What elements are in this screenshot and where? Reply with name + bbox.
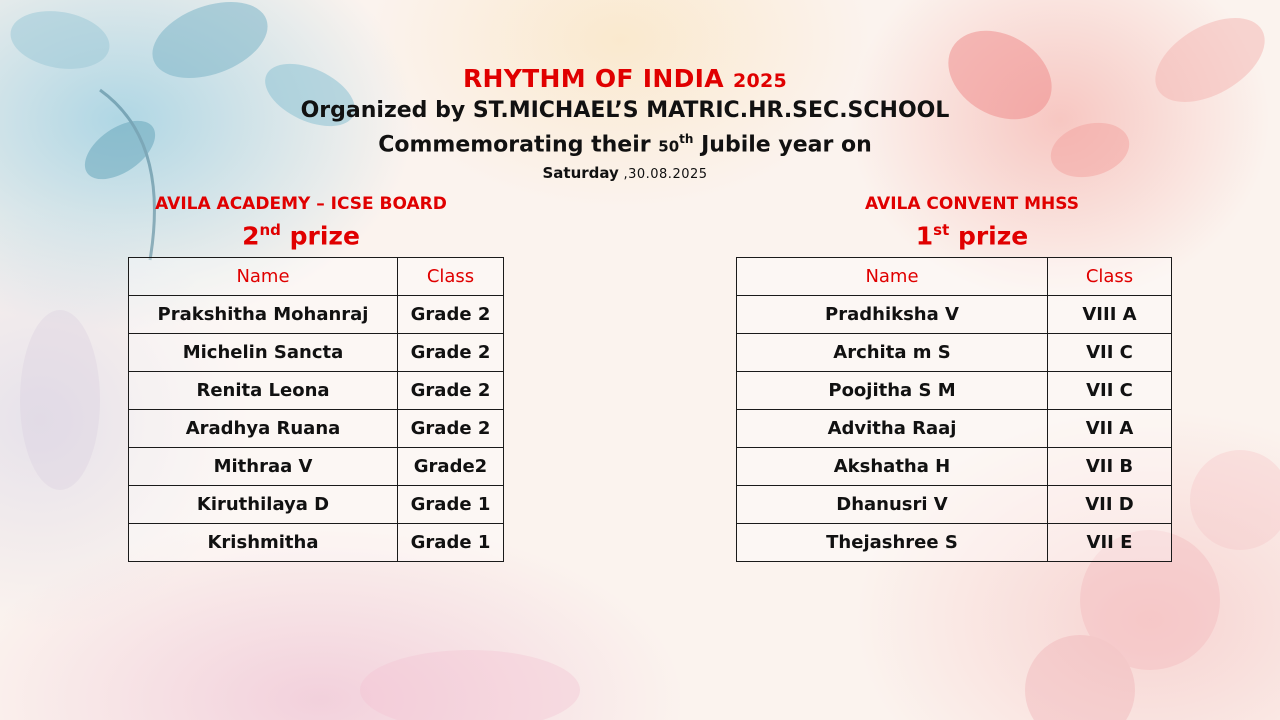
table-row [129, 410, 504, 448]
event-day: Saturday [542, 164, 619, 183]
commemoration-post: Jubile year on [693, 132, 872, 158]
table-row [129, 524, 504, 562]
right-results-table [736, 257, 1172, 562]
event-title [0, 64, 1250, 96]
student-name: Aradhya Ruana [129, 410, 398, 448]
table-row [129, 486, 504, 524]
student-class: Grade 1 [398, 524, 504, 562]
left-school-heading [128, 193, 474, 251]
student-class: VII C [1048, 334, 1172, 372]
left-school-name: AVILA ACADEMY – ICSE BOARD [155, 194, 447, 214]
jubilee-suffix: th [679, 132, 694, 146]
student-class: VIII A [1048, 296, 1172, 334]
student-name: Prakshitha Mohanraj [129, 296, 398, 334]
left-prize-suffix: nd [259, 221, 281, 239]
jubilee-number: 50 [658, 137, 680, 156]
column-header-class: Class [1048, 258, 1172, 296]
student-name: Advitha Raaj [737, 410, 1048, 448]
student-class: Grade 2 [398, 334, 504, 372]
header [0, 64, 1250, 187]
student-name: Poojitha S M [737, 372, 1048, 410]
table-row [129, 448, 504, 486]
table-row [737, 448, 1172, 486]
table-row [737, 524, 1172, 562]
student-name: Kiruthilaya D [129, 486, 398, 524]
right-school-name: AVILA CONVENT MHSS [865, 194, 1079, 214]
left-results-table [128, 257, 504, 562]
student-name: Renita Leona [129, 372, 398, 410]
student-name: Archita m S [737, 334, 1048, 372]
right-prize-suffix: st [933, 221, 950, 239]
student-class: VII A [1048, 410, 1172, 448]
right-prize-word: prize [949, 221, 1029, 251]
right-prize-number: 1 [915, 221, 934, 251]
student-class: VII D [1048, 486, 1172, 524]
table-row [737, 296, 1172, 334]
table-header-row [129, 258, 504, 296]
event-date-value: ,30.08.2025 [618, 167, 708, 183]
table-row [737, 410, 1172, 448]
left-prize-word: prize [280, 221, 360, 251]
student-class: VII C [1048, 372, 1172, 410]
commemoration-pre: Commemorating their [378, 132, 659, 158]
organizer-line: Organized by ST.MICHAEL’S MATRIC.HR.SEC.SCHOOL [300, 98, 950, 123]
student-class: VII B [1048, 448, 1172, 486]
student-class: Grade2 [398, 448, 504, 486]
commemoration-line [0, 125, 1250, 161]
student-class: Grade 1 [398, 486, 504, 524]
table-row [129, 372, 504, 410]
column-header-name: Name [129, 258, 398, 296]
table-row [129, 334, 504, 372]
event-title-text: RHYTHM OF INDIA [462, 64, 724, 93]
student-class: Grade 2 [398, 296, 504, 334]
table-row [737, 334, 1172, 372]
column-header-class: Class [398, 258, 504, 296]
student-class: VII E [1048, 524, 1172, 562]
table-row [737, 372, 1172, 410]
student-class: Grade 2 [398, 372, 504, 410]
student-name: Akshatha H [737, 448, 1048, 486]
student-name: Michelin Sancta [129, 334, 398, 372]
event-date [0, 161, 1250, 187]
student-name: Thejashree S [737, 524, 1048, 562]
left-prize-number: 2 [242, 221, 260, 251]
student-name: Mithraa V [129, 448, 398, 486]
student-name: Dhanusri V [737, 486, 1048, 524]
column-header-name: Name [737, 258, 1048, 296]
student-name: Pradhiksha V [737, 296, 1048, 334]
student-name: Krishmitha [129, 524, 398, 562]
student-class: Grade 2 [398, 410, 504, 448]
right-prize [836, 215, 1108, 251]
table-row [737, 486, 1172, 524]
event-year: 2025 [732, 70, 788, 92]
table-row [129, 296, 504, 334]
left-prize [128, 215, 474, 251]
right-school-heading [836, 193, 1108, 251]
table-header-row [737, 258, 1172, 296]
